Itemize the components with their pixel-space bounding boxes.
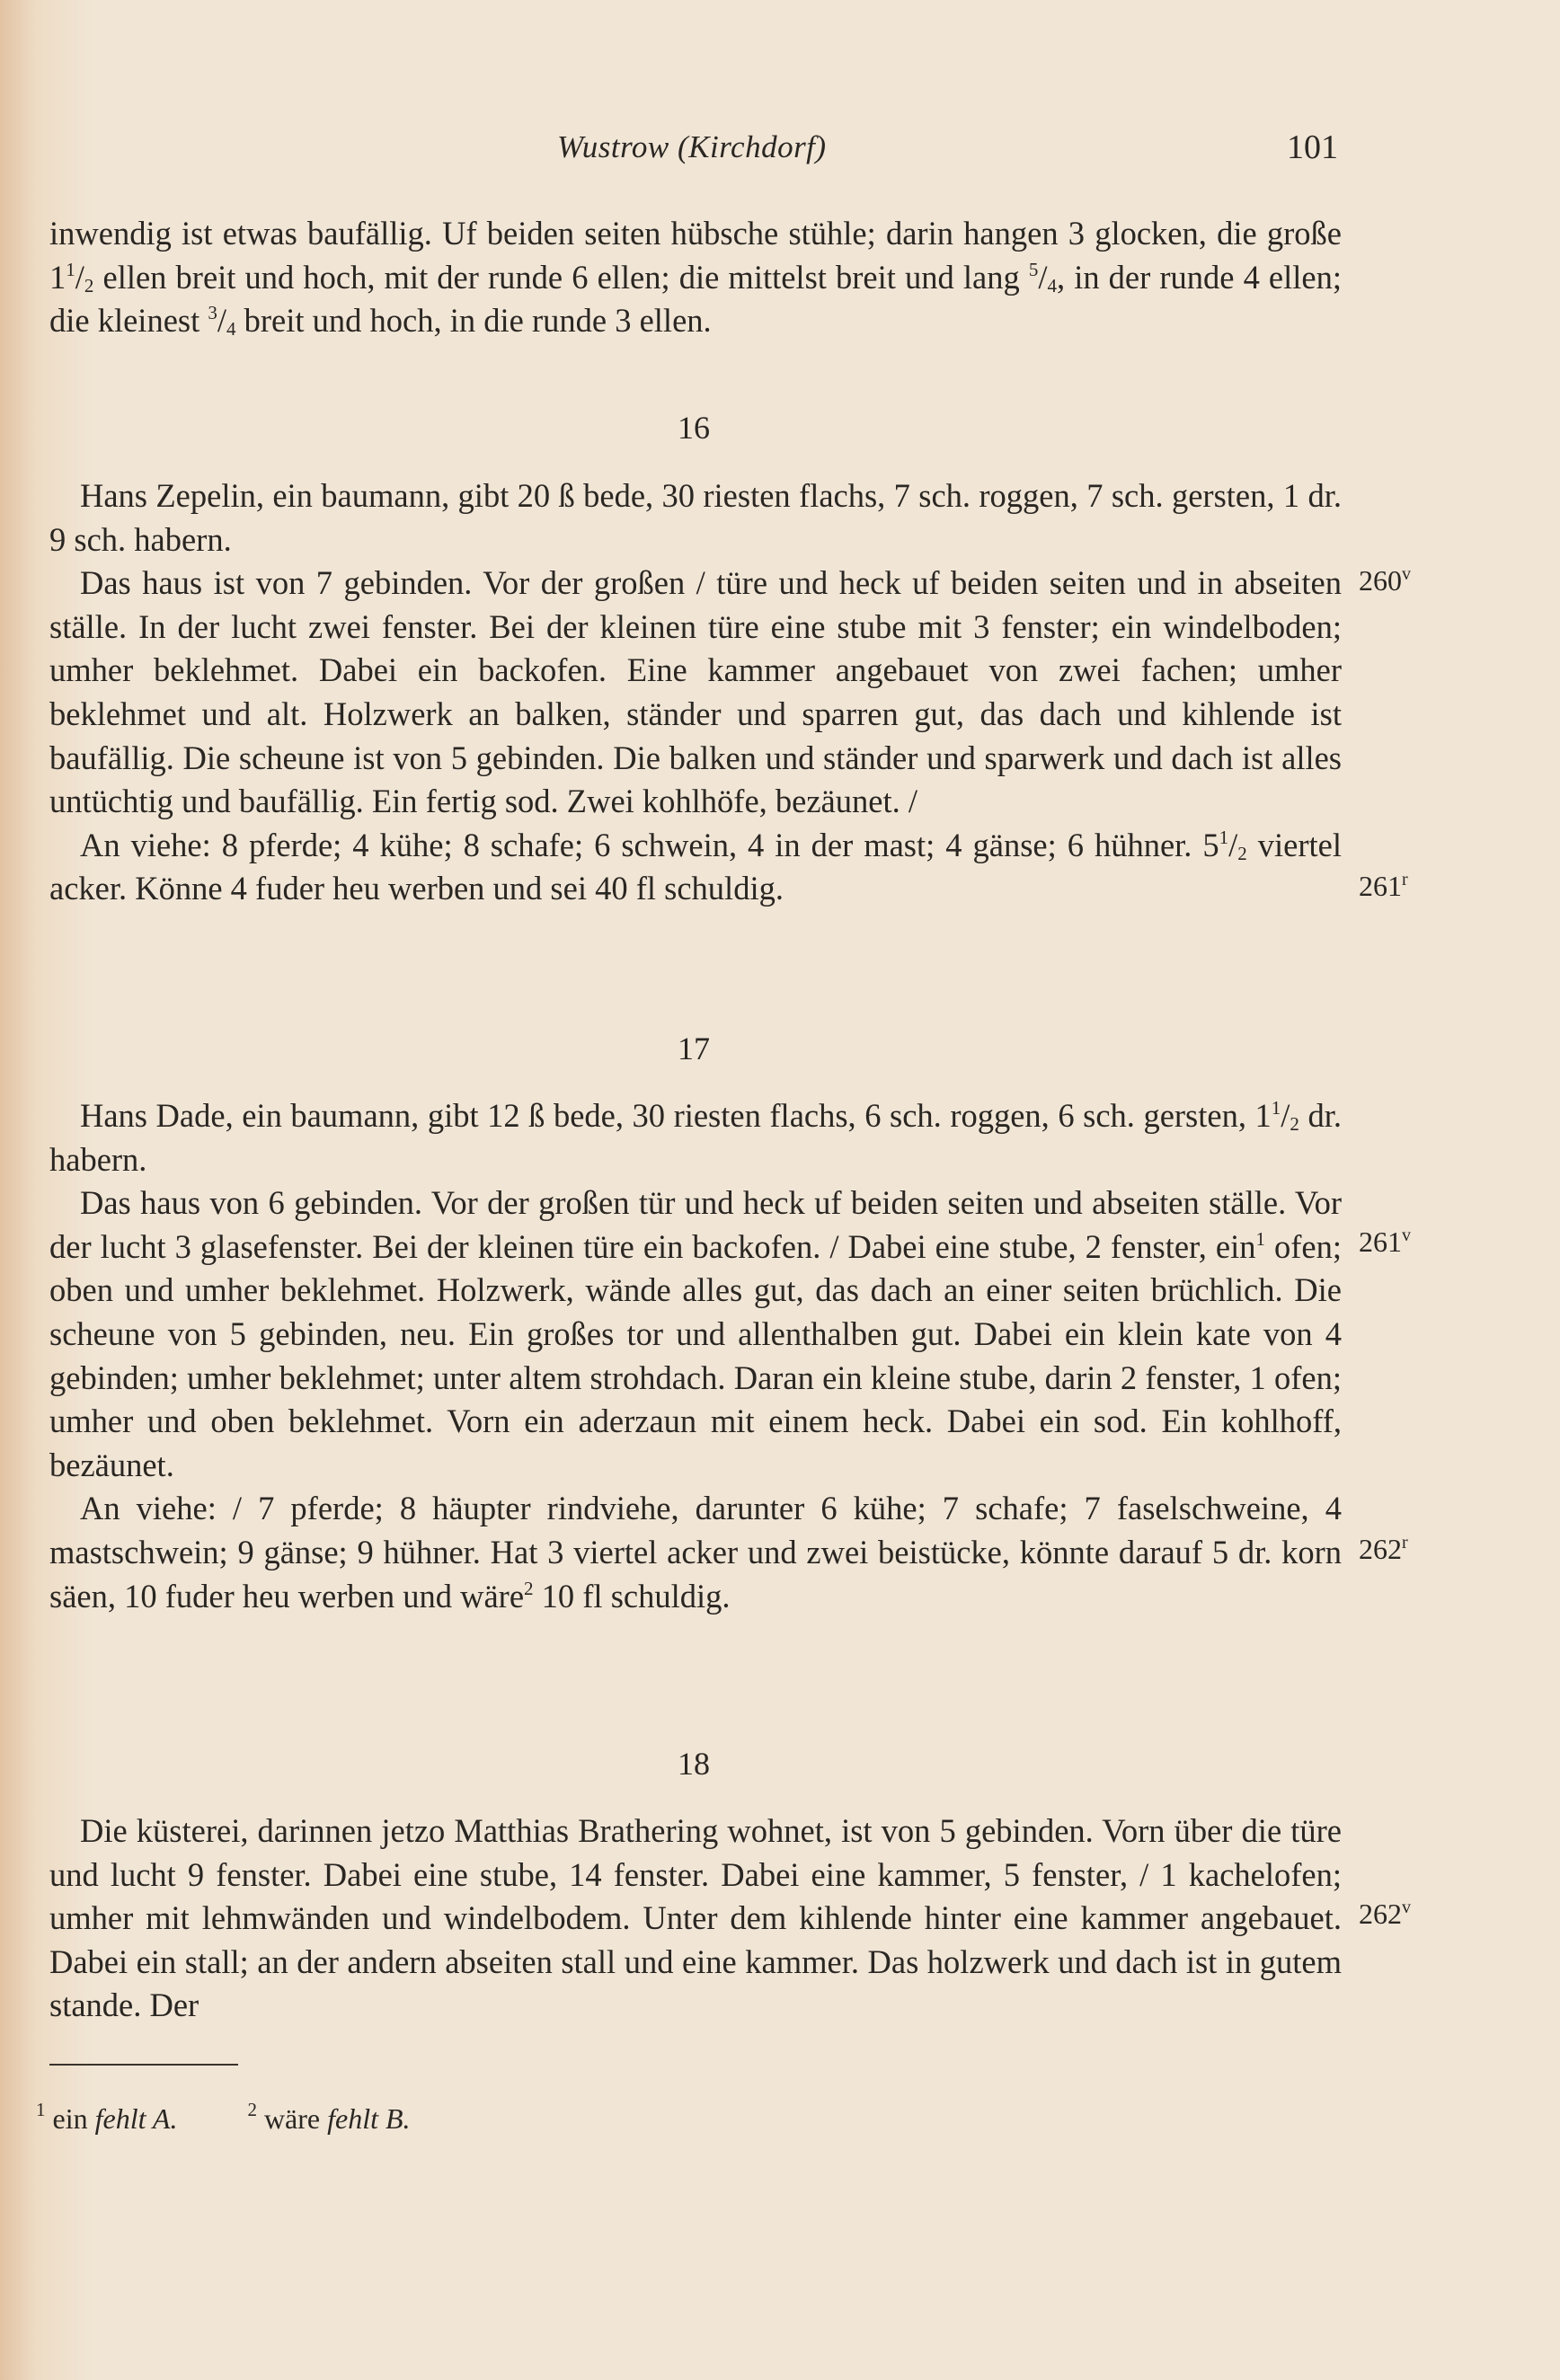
- section-number-17: 17: [678, 1031, 710, 1066]
- fraction-three-quarters: $^3/_4$: [208, 302, 236, 341]
- margin-folio-262v: 262$^v$: [1359, 1898, 1411, 1930]
- section-16-paragraph-3: An viehe: 8 pferde; 4 kühe; 8 schafe; 6 schwein, 4 in der mast; 4 gänse; 6 hühner. $5^1/_2$ viertel acker. Könne 4 fuder heu werben und sei 40 fl schuldig.: [49, 826, 1342, 907]
- margin-folio-260v: 260$^v$: [1359, 564, 1411, 597]
- section-17-paragraph-2: Das haus von 6 gebinden. Vor der großen tür und heck uf beiden seiten und abseiten ställe. Vor der lucht 3 glasefenster. Bei der kleinen türe ein backofen. / Dabei eine stube, 2 fenster, ein$^1$ ofen; oben und umher beklehmet. Holzwerk, wände alles gut, das dach an einer seiten brüchlich. Die scheune von 5 gebinden, neu. Ein großes tor und allenthalben gut. Dabei ein klein kate von 4 gebinden; umher beklehmet; unter altem strohdach. Daran ein kleine stube, darin 2 fenster, 1 ofen; umher und oben beklehmet. Vorn ein aderzaun mit einem heck. Dabei ein sod. Ein kohlhoff, bezäunet.: [49, 1184, 1342, 1483]
- margin-folio-261r: 261$^r$: [1359, 870, 1408, 902]
- section-16-paragraph-2: Das haus ist von 7 gebinden. Vor der großen / türe und heck uf beiden seiten und in abseiten ställe. In der lucht zwei fenster. Bei der kleinen türe eine stube mit 3 fenster; ein windelboden; umher beklehmet. Dabei ein backofen. Eine kammer angebauet von zwei fachen; umher beklehmet und alt. Holzwerk an balken, ständer und sparren gut, das dach und kihlende ist baufällig. Die scheune ist von 5 gebinden. Die balken und ständer und sparwerk und dach ist alles untüchtig und baufällig. Ein fertig sod. Zwei kohlhöfe, bezäunet. /: [49, 564, 1342, 820]
- page-header: [0, 124, 1560, 178]
- fraction-five-quarters: $^5/_4$: [1028, 258, 1057, 296]
- footnote-1: $^1$ ein fehlt A.: [36, 2099, 178, 2135]
- section-17-paragraph-1: Hans Dade, ein baumann, gibt 12 ß bede, 30 riesten flachs, 6 sch. roggen, 6 sch. gersten, $1^1/_2$ dr. habern.: [49, 1097, 1342, 1178]
- page-number: 101: [1287, 128, 1338, 166]
- section-16-text: [49, 474, 1342, 911]
- margin-folio-261v: 261$^v$: [1359, 1225, 1411, 1258]
- intro-paragraph: inwendig ist etwas baufällig. Uf beiden seiten hübsche stühle; darin hangen 3 glocken, die große $1^1/_2$ ellen breit und hoch, mit der runde 6 ellen; die mittelst breit und lang $^5/_4$, in der runde 4 ellen; die kleinest $^3/_4$ breit und hoch, in die runde 3 ellen.: [49, 215, 1343, 341]
- section-16-paragraph-1: Hans Zepelin, ein baumann, gibt 20 ß bede, 30 riesten flachs, 7 sch. roggen, 7 sch. gersten, 1 dr. 9 sch. habern.: [49, 477, 1342, 558]
- section-17-text: [49, 1094, 1342, 1618]
- section-18-paragraph-1: Die küsterei, darinnen jetzo Matthias Brathering wohnet, ist von 5 gebinden. Vorn über die türe und lucht 9 fenster. Dabei eine stube, 14 fenster. Dabei eine kammer, 5 fenster, / 1 kachelofen; umher mit lehmwänden und windelbodem. Unter dem kihlende hinter eine kammer angebauet. Dabei ein stall; an der andern abseiten stall und eine kammer. Das holzwerk und dach ist in gutem stande. Der: [49, 1812, 1342, 2024]
- footnote-2: $^2$ wäre fehlt B.: [247, 2099, 411, 2135]
- section-number-18: 18: [678, 1746, 710, 1782]
- footnote-rule: [49, 2064, 238, 2066]
- footnote-mark-1: 1: [1255, 1227, 1265, 1250]
- section-18-text: [49, 1809, 1342, 2028]
- section-17-paragraph-3: An viehe: / 7 pferde; 8 häupter rindviehe, darunter 6 kühe; 7 schafe; 7 faselschweine, 4 mastschwein; 9 gänse; 9 hühner. Hat 3 viertel acker und zwei beistücke, könnte darauf 5 dr. korn säen, 10 fuder heu werben und wäre$^2$ 10 fl schuldig.: [49, 1490, 1342, 1615]
- margin-folio-262r: 262$^r$: [1359, 1533, 1408, 1565]
- fraction-one-half: $^1/_2$: [66, 258, 94, 296]
- running-title: Wustrow (Kirchdorf): [557, 129, 827, 164]
- footnotes: [36, 2099, 474, 2136]
- section-number-16: 16: [678, 410, 710, 446]
- footnote-mark-2: 2: [524, 1577, 534, 1599]
